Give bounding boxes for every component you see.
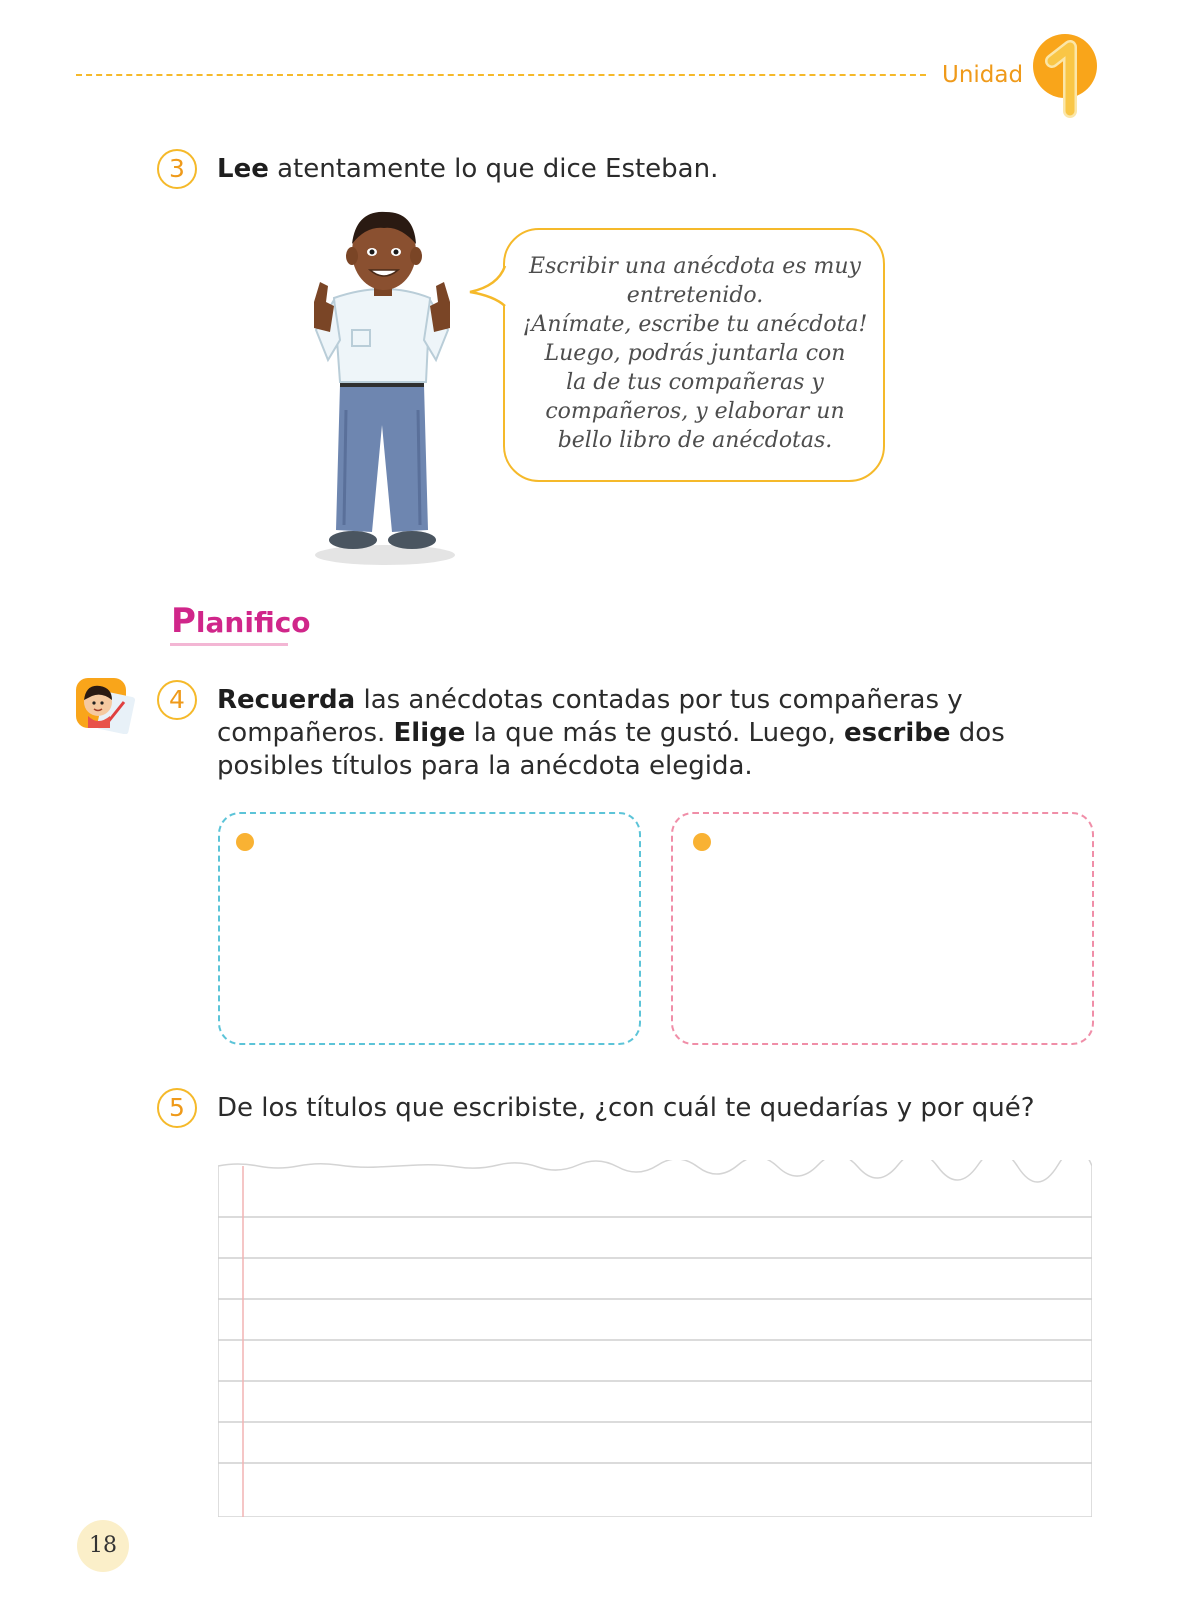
unit-number-badge [1030, 33, 1100, 123]
speech-line: Luego, podrás juntarla con [544, 341, 846, 366]
activity-4-instruction [217, 684, 1097, 783]
instruction-verb: Lee [217, 154, 269, 184]
instruction-text: dos [950, 718, 1005, 748]
activity-number-4: 4 [157, 680, 197, 720]
speech-bubble-tail [468, 256, 518, 316]
instruction-text: la que más te gustó. Luego, [465, 718, 844, 748]
bullet-dot [236, 833, 254, 851]
activity-3-instruction [217, 153, 718, 186]
activity-number-5: 5 [157, 1088, 197, 1128]
activity-5-question: De los títulos que escribiste, ¿con cuál te quedarías y por qué? [217, 1093, 1035, 1123]
section-title-underline [170, 643, 288, 646]
boy-illustration [300, 210, 470, 570]
bullet-dot [693, 833, 711, 851]
unit-label: Unidad [942, 62, 1024, 88]
instruction-text: posibles títulos para la anécdota elegida. [217, 751, 753, 781]
instruction-verb: escribe [844, 718, 951, 748]
section-title-initial: P [171, 601, 196, 641]
speech-line: bello libro de anécdotas. [557, 428, 833, 453]
speech-line: compañeros, y elaborar un [545, 399, 845, 424]
writing-activity-icon [74, 676, 136, 734]
speech-line: la de tus compañeras y [566, 370, 824, 395]
speech-line: entretenido. [626, 283, 764, 308]
instruction-text: las anécdotas contadas por tus compañeras y [355, 685, 963, 715]
speech-line: Escribir una anécdota es muy [529, 254, 861, 279]
speech-bubble-text [515, 252, 875, 455]
activity-number-3: 3 [157, 149, 197, 189]
section-title-rest: lanifico [195, 606, 311, 639]
lined-answer-paper[interactable] [218, 1160, 1092, 1517]
instruction-text: atentamente lo que dice Esteban. [268, 154, 719, 184]
instruction-verb: Elige [393, 718, 466, 748]
section-title-planifico [171, 601, 311, 641]
instruction-verb: Recuerda [217, 685, 356, 715]
speech-line: ¡Anímate, escribe tu anécdota! [522, 312, 868, 337]
title-answer-box-1[interactable] [218, 812, 641, 1045]
header-dashed-line [76, 74, 926, 76]
title-answer-box-2[interactable] [671, 812, 1094, 1045]
instruction-text: compañeros. [217, 718, 394, 748]
page-number: 18 [77, 1520, 129, 1572]
